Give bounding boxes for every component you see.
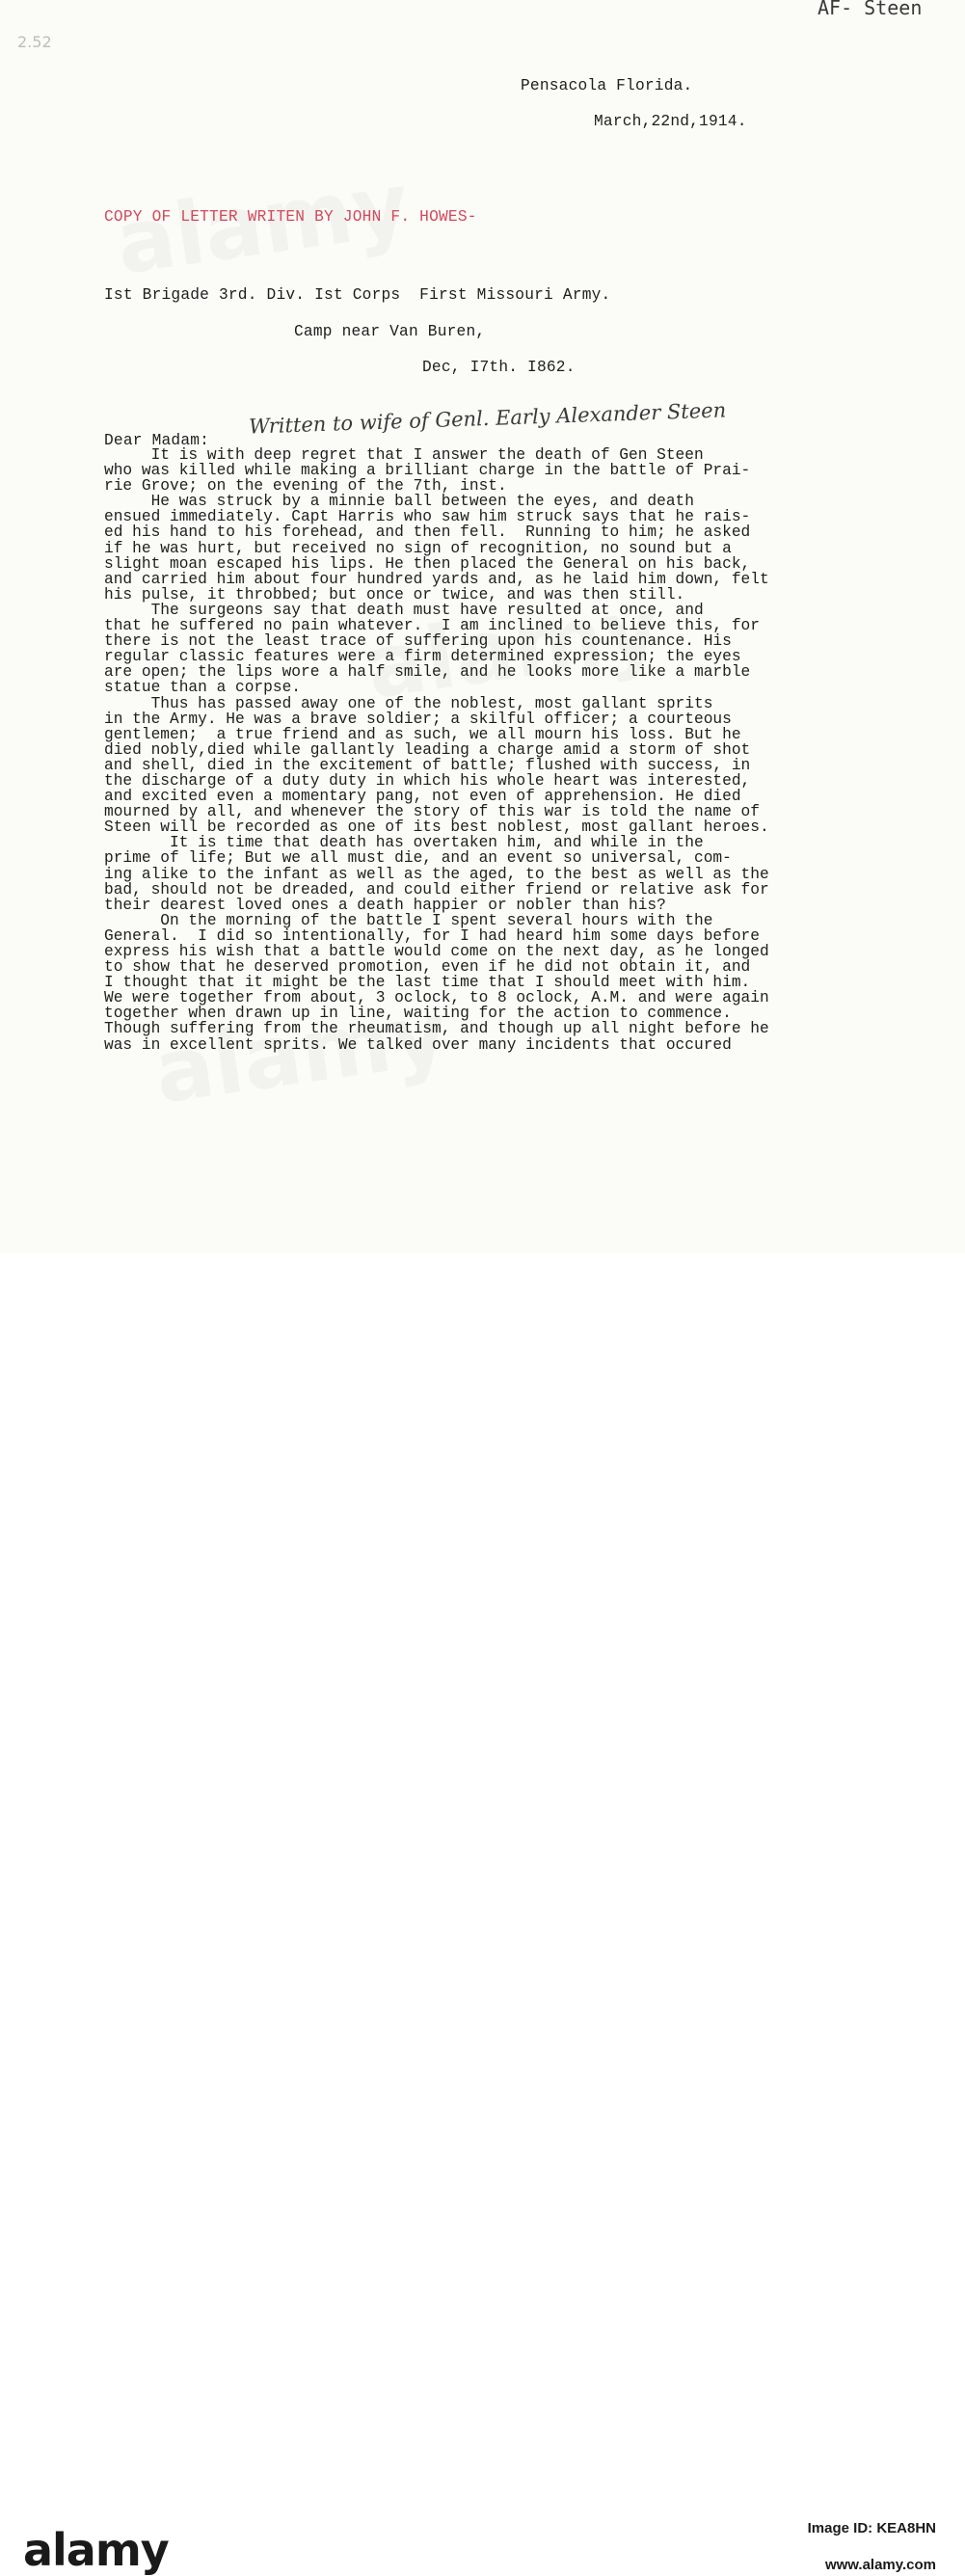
handwritten-annotation: Written to wife of Genl. Early Alexander Steen xyxy=(248,398,727,439)
body-line: the discharge of a duty duty in which his whole heart was interested, xyxy=(104,771,751,790)
salutation: Dear Madam: xyxy=(104,432,210,449)
body-line: rie Grove; on the evening of the 7th, inst. xyxy=(104,477,507,496)
body-line: to show that he deserved promotion, even if he did not obtain it, and xyxy=(104,958,751,977)
body-line: bad, should not be dreaded, and could either friend or relative ask for xyxy=(104,880,769,899)
letter-date: March,22nd,1914. xyxy=(594,113,747,130)
body-line: regular classic features were a firm determined expression; the eyes xyxy=(104,648,741,666)
body-line: ensued immediately. Capt Harris who saw him struck says that he rais- xyxy=(104,508,751,526)
body-line: statue than a corpse. xyxy=(104,679,301,697)
body-line: prime of life; But we all must die, and an event so universal, com- xyxy=(104,849,732,868)
body-line: and carried him about four hundred yards and, as he laid him down, felt xyxy=(104,570,769,588)
body-line: On the morning of the battle I spent several hours with the xyxy=(104,911,713,929)
corner-archive-note: AF- Steen xyxy=(818,0,923,19)
body-line: his pulse, it throbbed; but once or twice, and was then still. xyxy=(104,585,685,604)
body-line: mourned by all, and whenever the story of this war is told the name of xyxy=(104,803,760,821)
body-line: He was struck by a minnie ball between the eyes, and death xyxy=(104,493,694,511)
body-line: together when drawn up in line, waiting for the action to commence. xyxy=(104,1005,732,1023)
body-line: and shell, died in the excitement of battle; flushed with success, in xyxy=(104,756,751,774)
body-line: ed his hand to his forehead, and then fell. Running to him; he asked xyxy=(104,523,751,542)
body-line: Steen will be recorded as one of its best noblest, most gallant heroes. xyxy=(104,818,769,837)
body-line: died nobly,died while gallantly leading a charge amid a storm of shot xyxy=(104,740,751,759)
site-url[interactable]: www.alamy.com xyxy=(824,2557,936,2573)
image-id: Image ID: KEA8HN xyxy=(807,2520,936,2536)
body-line: if he was hurt, but received no sign of recognition, no sound but a xyxy=(104,539,732,557)
body-line: gentlemen; a true friend and as such, we all mourn his loss. But he xyxy=(104,725,741,743)
body-line: who was killed while making a brilliant charge in the battle of Prai- xyxy=(104,462,751,480)
camp-line: Camp near Van Buren, xyxy=(294,323,486,340)
date-1862: Dec, I7th. I862. xyxy=(422,359,576,376)
body-line: was in excellent sprits. We talked over many incidents that occured xyxy=(104,1035,732,1054)
pencil-mark: 2.52 xyxy=(17,33,52,51)
body-line: It is time that death has overtaken him, and while in the xyxy=(104,834,704,852)
unit-line: Ist Brigade 3rd. Div. Ist Corps First Missouri Army. xyxy=(104,286,611,304)
body-line: and excited even a momentary pang, not even of apprehension. He died xyxy=(104,788,741,806)
copy-header: COPY OF LETTER WRITEN BY JOHN F. HOWES- xyxy=(104,208,477,226)
body-line: General. I did so intentionally, for I had heard him some days before xyxy=(104,926,760,945)
body-line: slight moan escaped his lips. He then placed the General on his back, xyxy=(104,554,751,573)
body-line: The surgeons say that death must have resulted at once, and xyxy=(104,601,704,619)
body-line: Though suffering from the rheumatism, and though up all night before he xyxy=(104,1020,769,1038)
letter-body xyxy=(104,447,769,1053)
body-line: It is with deep regret that I answer the death of Gen Steen xyxy=(104,446,704,464)
body-line: in the Army. He was a brave soldier; a skilful officer; a courteous xyxy=(104,710,732,728)
letter-place: Pensacola Florida. xyxy=(521,77,693,94)
body-line: that he suffered no pain whatever. I am inclined to believe this, for xyxy=(104,617,760,635)
body-line: there is not the least trace of suffering upon his countenance. His xyxy=(104,632,732,651)
body-line: are open; the lips wore a half smile, and he looks more like a marble xyxy=(104,663,751,682)
body-line: Thus has passed away one of the noblest, most gallant sprits xyxy=(104,694,713,712)
body-line: express his wish that a battle would come on the next day, as he longed xyxy=(104,943,769,960)
letter-page xyxy=(0,0,965,1253)
stock-footer xyxy=(0,1253,965,2576)
body-line: We were together from about, 3 oclock, to 8 oclock, A.M. and were again xyxy=(104,989,769,1007)
alamy-logo: alamy xyxy=(23,2524,169,2576)
body-line: ing alike to the infant as well as the aged, to the best as well as the xyxy=(104,865,769,883)
body-line: their dearest loved ones a death happier or nobler than his? xyxy=(104,896,666,914)
body-line: I thought that it might be the last time that I should meet with him. xyxy=(104,974,751,992)
